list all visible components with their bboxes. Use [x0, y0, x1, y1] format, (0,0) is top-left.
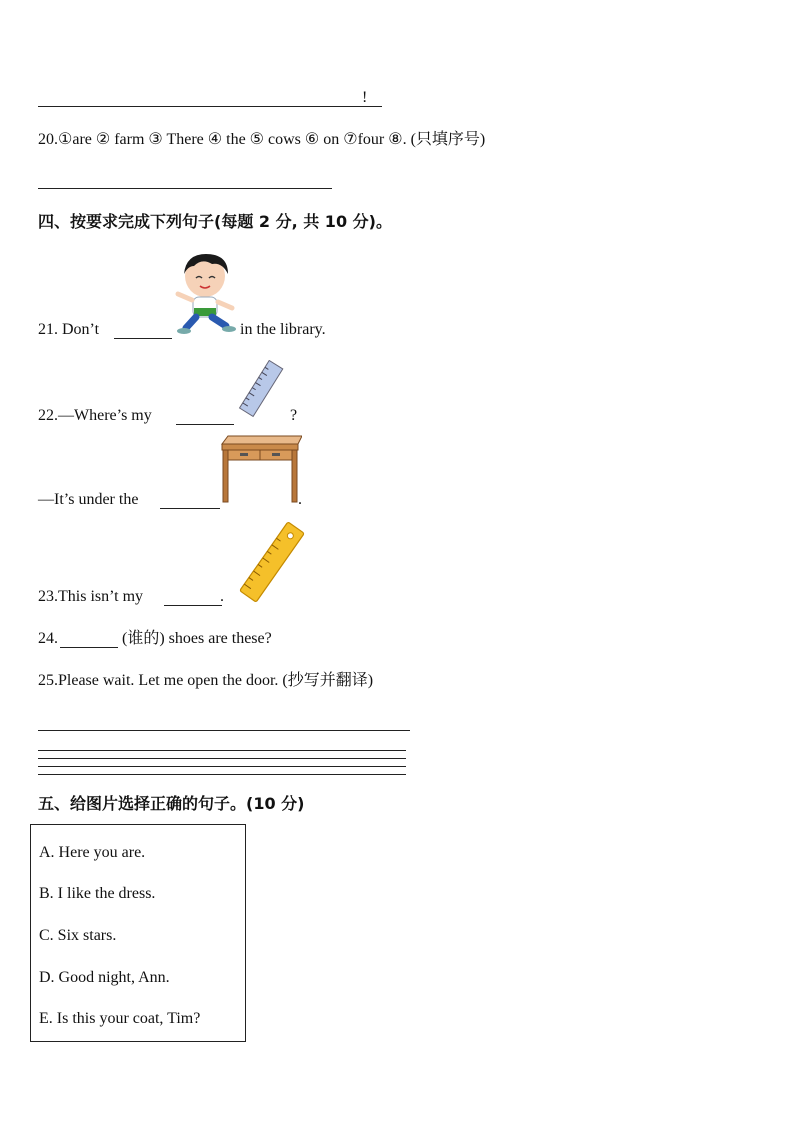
- q22-answer-period: .: [298, 491, 302, 508]
- running-boy-icon: [172, 250, 238, 336]
- writing-line-3[interactable]: [38, 766, 406, 767]
- option-d: D. Good night, Ann.: [39, 969, 170, 986]
- writing-line-2[interactable]: [38, 758, 406, 759]
- q24-prefix: 24.: [38, 630, 58, 647]
- q22-answer-blank[interactable]: [160, 508, 220, 509]
- writing-line-4[interactable]: [38, 774, 406, 775]
- q23-prefix: 23.This isn’t my: [38, 588, 144, 605]
- option-c: C. Six stars.: [39, 927, 117, 944]
- q23-period: .: [220, 588, 224, 605]
- q24-suffix: (谁的) shoes are these?: [122, 630, 272, 647]
- q20-answer-line[interactable]: [38, 188, 332, 189]
- q25-answer-line[interactable]: [38, 730, 410, 731]
- q25-question: 25.Please wait. Let me open the door. (抄写并翻译): [38, 672, 374, 689]
- q21-suffix: in the library.: [240, 321, 326, 338]
- option-e: E. Is this your coat, Tim?: [39, 1010, 201, 1027]
- option-b: B. I like the dress.: [39, 885, 156, 902]
- q22-prefix: 22.—Where’s my: [38, 407, 152, 424]
- ruler-icon: [232, 360, 292, 418]
- section-5-heading: 五、给图片选择正确的句子。(10 分): [38, 794, 305, 813]
- desk-icon: [218, 432, 302, 504]
- q24-blank[interactable]: [60, 647, 118, 648]
- q21-blank[interactable]: [114, 338, 172, 339]
- q19-exclamation: !: [362, 89, 368, 106]
- q19-answer-line[interactable]: [38, 106, 382, 107]
- section-4-heading: 四、按要求完成下列句子(每题 2 分, 共 10 分)。: [38, 212, 392, 231]
- writing-line-1[interactable]: [38, 750, 406, 751]
- q23-blank[interactable]: [164, 605, 222, 606]
- q20-question: 20.①are ② farm ③ There ④ the ⑤ cows ⑥ on ⑦four ⑧. (只填序号): [38, 131, 486, 148]
- q22-question-mark: ?: [290, 407, 298, 424]
- options-box: [30, 824, 246, 1042]
- option-a: A. Here you are.: [39, 844, 146, 861]
- q22-blank[interactable]: [176, 424, 234, 425]
- q22-answer-prefix: —It’s under the: [38, 491, 139, 508]
- yellow-ruler-icon: [236, 520, 308, 604]
- q21-prefix: 21. Don’t: [38, 321, 100, 338]
